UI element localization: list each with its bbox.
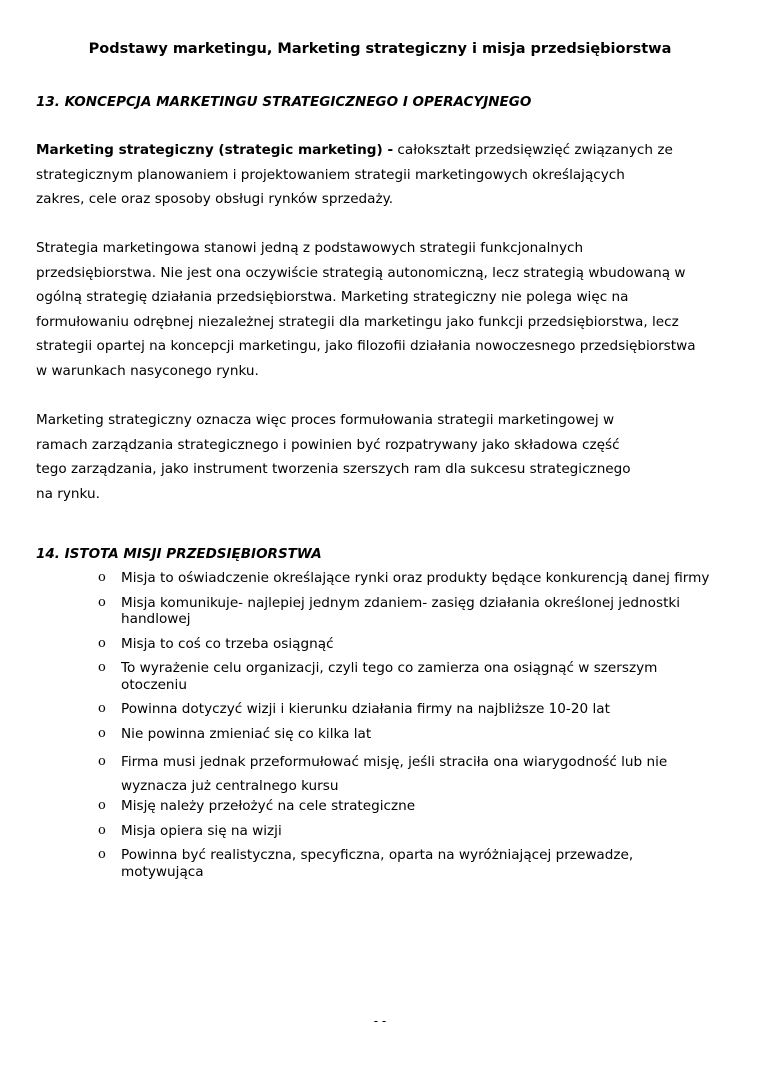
paragraph-line: Strategia marketingowa stanowi jedną z podstawowych strategii funkcjonalnych: [36, 240, 584, 256]
list-item: o Misja opiera się na wizji: [98, 822, 282, 839]
section-13-heading: 13. KONCEPCJA MARKETINGU STRATEGICZNEGO I OPERACYJNEGO: [36, 94, 532, 110]
bullet-icon: o: [98, 660, 106, 675]
paragraph-line: ogólną strategię działania przedsiębiorstwa. Marketing strategiczny nie polega więc na: [36, 289, 629, 305]
bullet-icon: o: [98, 570, 106, 585]
list-item: o Powinna być realistyczna, specyficzna, oparta na wyróżniającej przewadze, motywująca: [98, 847, 634, 880]
bullet-icon: o: [98, 725, 106, 741]
document-title: Podstawy marketingu, Marketing strategiczny i misja przedsiębiorstwa: [88, 41, 672, 57]
paragraph-line: przedsiębiorstwa. Nie jest ona oczywiście strategią autonomiczną, lecz strategią wbudowaną w: [36, 264, 686, 281]
paragraph-line: ramach zarządzania strategicznego i powinien być rozpatrywany jako składowa część: [36, 436, 620, 453]
bullet-icon: o: [98, 822, 106, 838]
bullet-icon: o: [98, 635, 106, 651]
paragraph-line: formułowaniu odrębnej niezależnej strategii dla marketingu jako funkcji przedsiębiorstwa, lecz: [36, 313, 679, 330]
list-item: o Firma musi jednak przeformułować misję, jeśli straciła ona wiarygodność lub nie wyznacza już centralnego kursu: [0, 750, 711, 798]
definition-line: zakres, cele oraz sposoby obsługi rynków sprzedaży.: [36, 191, 394, 207]
bullet-icon: o: [98, 798, 106, 813]
paragraph-line: strategii opartej na koncepcji marketingu, jako filozofii działania nowoczesnego przedsiębiorstwa: [36, 338, 696, 354]
paragraph-line: tego zarządzania, jako instrument tworzenia szerszych ram dla sukcesu strategicznego: [36, 461, 631, 477]
page-number: - -: [373, 1014, 387, 1028]
paragraph-line: Marketing strategiczny oznacza więc proces formułowania strategii marketingowej w: [36, 412, 615, 428]
mission-bullet-list: [0, 570, 760, 888]
paragraph-line: w warunkach nasyconego rynku.: [36, 362, 259, 379]
list-item: o Nie powinna zmieniać się co kilka lat: [98, 725, 372, 742]
bullet-icon: o: [98, 754, 106, 769]
list-item: o Misja to oświadczenie określające rynki oraz produkty będące konkurencją danej firmy: [98, 570, 710, 586]
strategy-paragraph: [36, 236, 736, 383]
list-item: o To wyrażenie celu organizacji, czyli tego co zamierza ona osiągnąć w szerszym otoczeniu: [98, 660, 658, 693]
list-item: o Misja to coś co trzeba osiągnąć: [98, 635, 334, 652]
bullet-icon: o: [98, 701, 106, 716]
list-item: o Misja komunikuje- najlepiej jednym zdaniem- zasięg działania określonej jednostki handlowej: [98, 594, 681, 627]
definition-term: Marketing strategiczny (strategic marketing) -: [36, 142, 394, 158]
definition-line: całokształt przedsięwzięć związanych ze: [393, 142, 673, 158]
bullet-icon: o: [98, 847, 106, 862]
list-item: o Powinna dotyczyć wizji i kierunku działania firmy na najbliższe 10-20 lat: [98, 701, 610, 717]
list-item: o Misję należy przełożyć na cele strategiczne: [98, 798, 416, 814]
process-paragraph: [36, 408, 736, 506]
definition-line: strategicznym planowaniem i projektowaniem strategii marketingowych określających: [36, 166, 625, 183]
paragraph-line: na rynku.: [36, 485, 100, 502]
definition-paragraph: [36, 138, 736, 212]
bullet-icon: o: [98, 594, 106, 610]
section-14-heading: 14. ISTOTA MISJI PRZEDSIĘBIORSTWA: [36, 546, 322, 562]
